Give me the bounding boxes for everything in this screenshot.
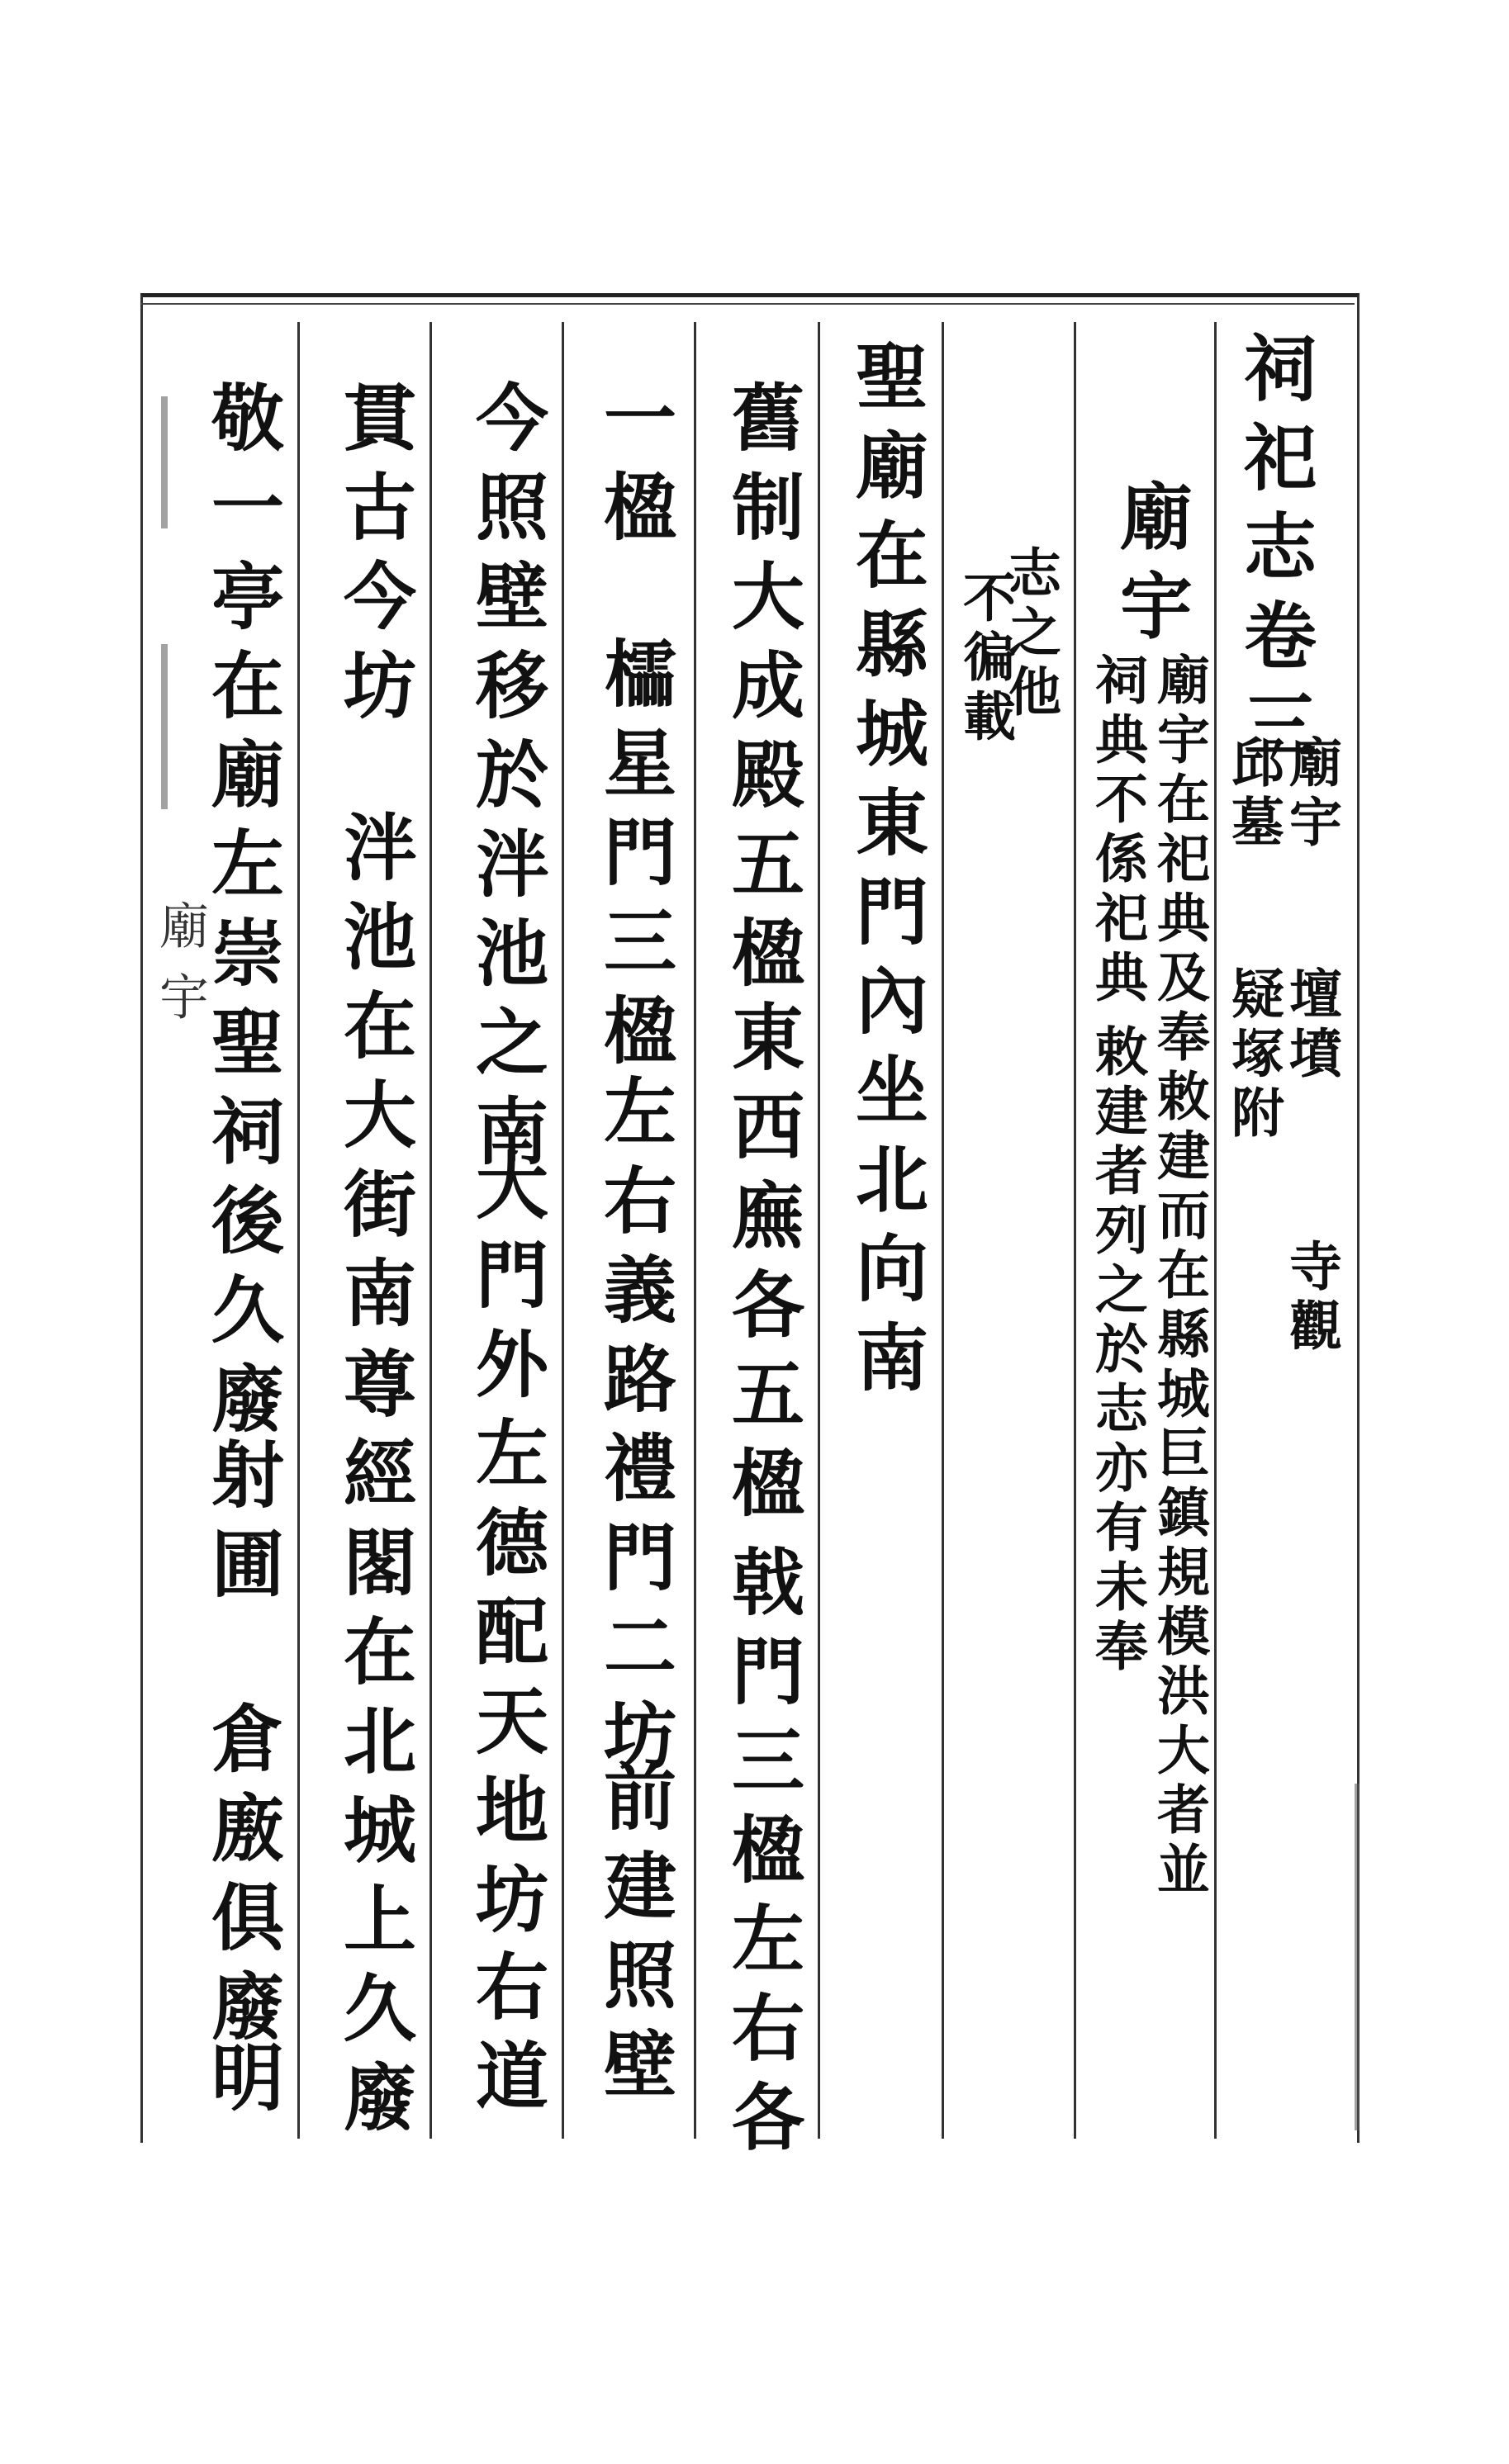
header-subject-d: 邱墓 xyxy=(1222,735,1284,854)
intro-note-2: 祠典不係祀典 xyxy=(1086,652,1148,1009)
body-column-6b: 射圃 xyxy=(200,1437,286,1615)
body-column-5b: 泮池在大街南 xyxy=(332,809,418,1344)
column-rule xyxy=(694,322,696,2139)
header-subject-b: 壇墳 xyxy=(1280,966,1342,1085)
column-rule xyxy=(942,322,944,2139)
body-column-3b: 櫺星門三楹 xyxy=(592,636,678,1082)
body-column-3c: 左右義路禮門二坊 xyxy=(592,1073,678,1787)
frame-top-double-line xyxy=(140,303,1355,305)
body-column-2b: 東西廡各五楹 xyxy=(720,999,806,1534)
section-heading: 廟宇 xyxy=(1108,479,1194,657)
body-column-5a: 貫古今坊 xyxy=(332,380,418,737)
body-column-6a: 敬一亭在廟左崇聖祠後久廢 xyxy=(200,380,286,1450)
body-column-1: 聖廟在縣城東門內坐北向南 xyxy=(844,339,930,1409)
column-rule xyxy=(297,322,300,2139)
intro-note-4a: 志之他 xyxy=(999,545,1061,723)
header-subject-a: 廟宇 xyxy=(1280,735,1342,854)
body-column-6d: 明 xyxy=(200,2040,286,2129)
column-rule xyxy=(818,322,820,2139)
intro-note-4b: 不徧載 xyxy=(954,570,1016,748)
margin-label: 廟宇 xyxy=(151,900,209,1042)
body-column-6c: 倉廒俱廢 xyxy=(200,1701,286,2058)
column-rule xyxy=(1214,322,1217,2139)
ink-smudge xyxy=(161,396,168,528)
column-rule xyxy=(562,322,564,2139)
header-subject-c: 寺觀 xyxy=(1280,1239,1342,1358)
ink-smudge xyxy=(1355,1784,1360,2130)
column-rule xyxy=(429,322,432,2139)
body-column-3a: 一楹 xyxy=(592,380,678,558)
body-column-4b: 大門外左德配天地坊 xyxy=(464,1148,550,1950)
header-subject-e: 疑塚附 xyxy=(1222,966,1284,1144)
column-rule xyxy=(1074,322,1076,2139)
body-column-2a: 舊制大成殿五楹 xyxy=(720,380,806,1004)
ink-smudge xyxy=(161,644,168,809)
body-column-2c: 戟門三楹左右各 xyxy=(720,1544,806,2168)
body-column-3d: 前建照壁 xyxy=(592,1759,678,2116)
body-column-4a: 今照壁移於泮池之南 xyxy=(464,380,550,1182)
chapter-title: 祠祀志卷三 xyxy=(1232,330,1318,776)
body-column-5c: 尊經閣在北城上久廢 xyxy=(332,1346,418,2149)
intro-note-1: 廟宇在祀典及奉敕建而在縣城巨鎮規模洪大者並 xyxy=(1148,652,1210,1901)
intro-note-3: 敕建者列之於志亦有未奉 xyxy=(1086,1024,1148,1678)
body-column-4c: 右道 xyxy=(464,1949,550,2127)
